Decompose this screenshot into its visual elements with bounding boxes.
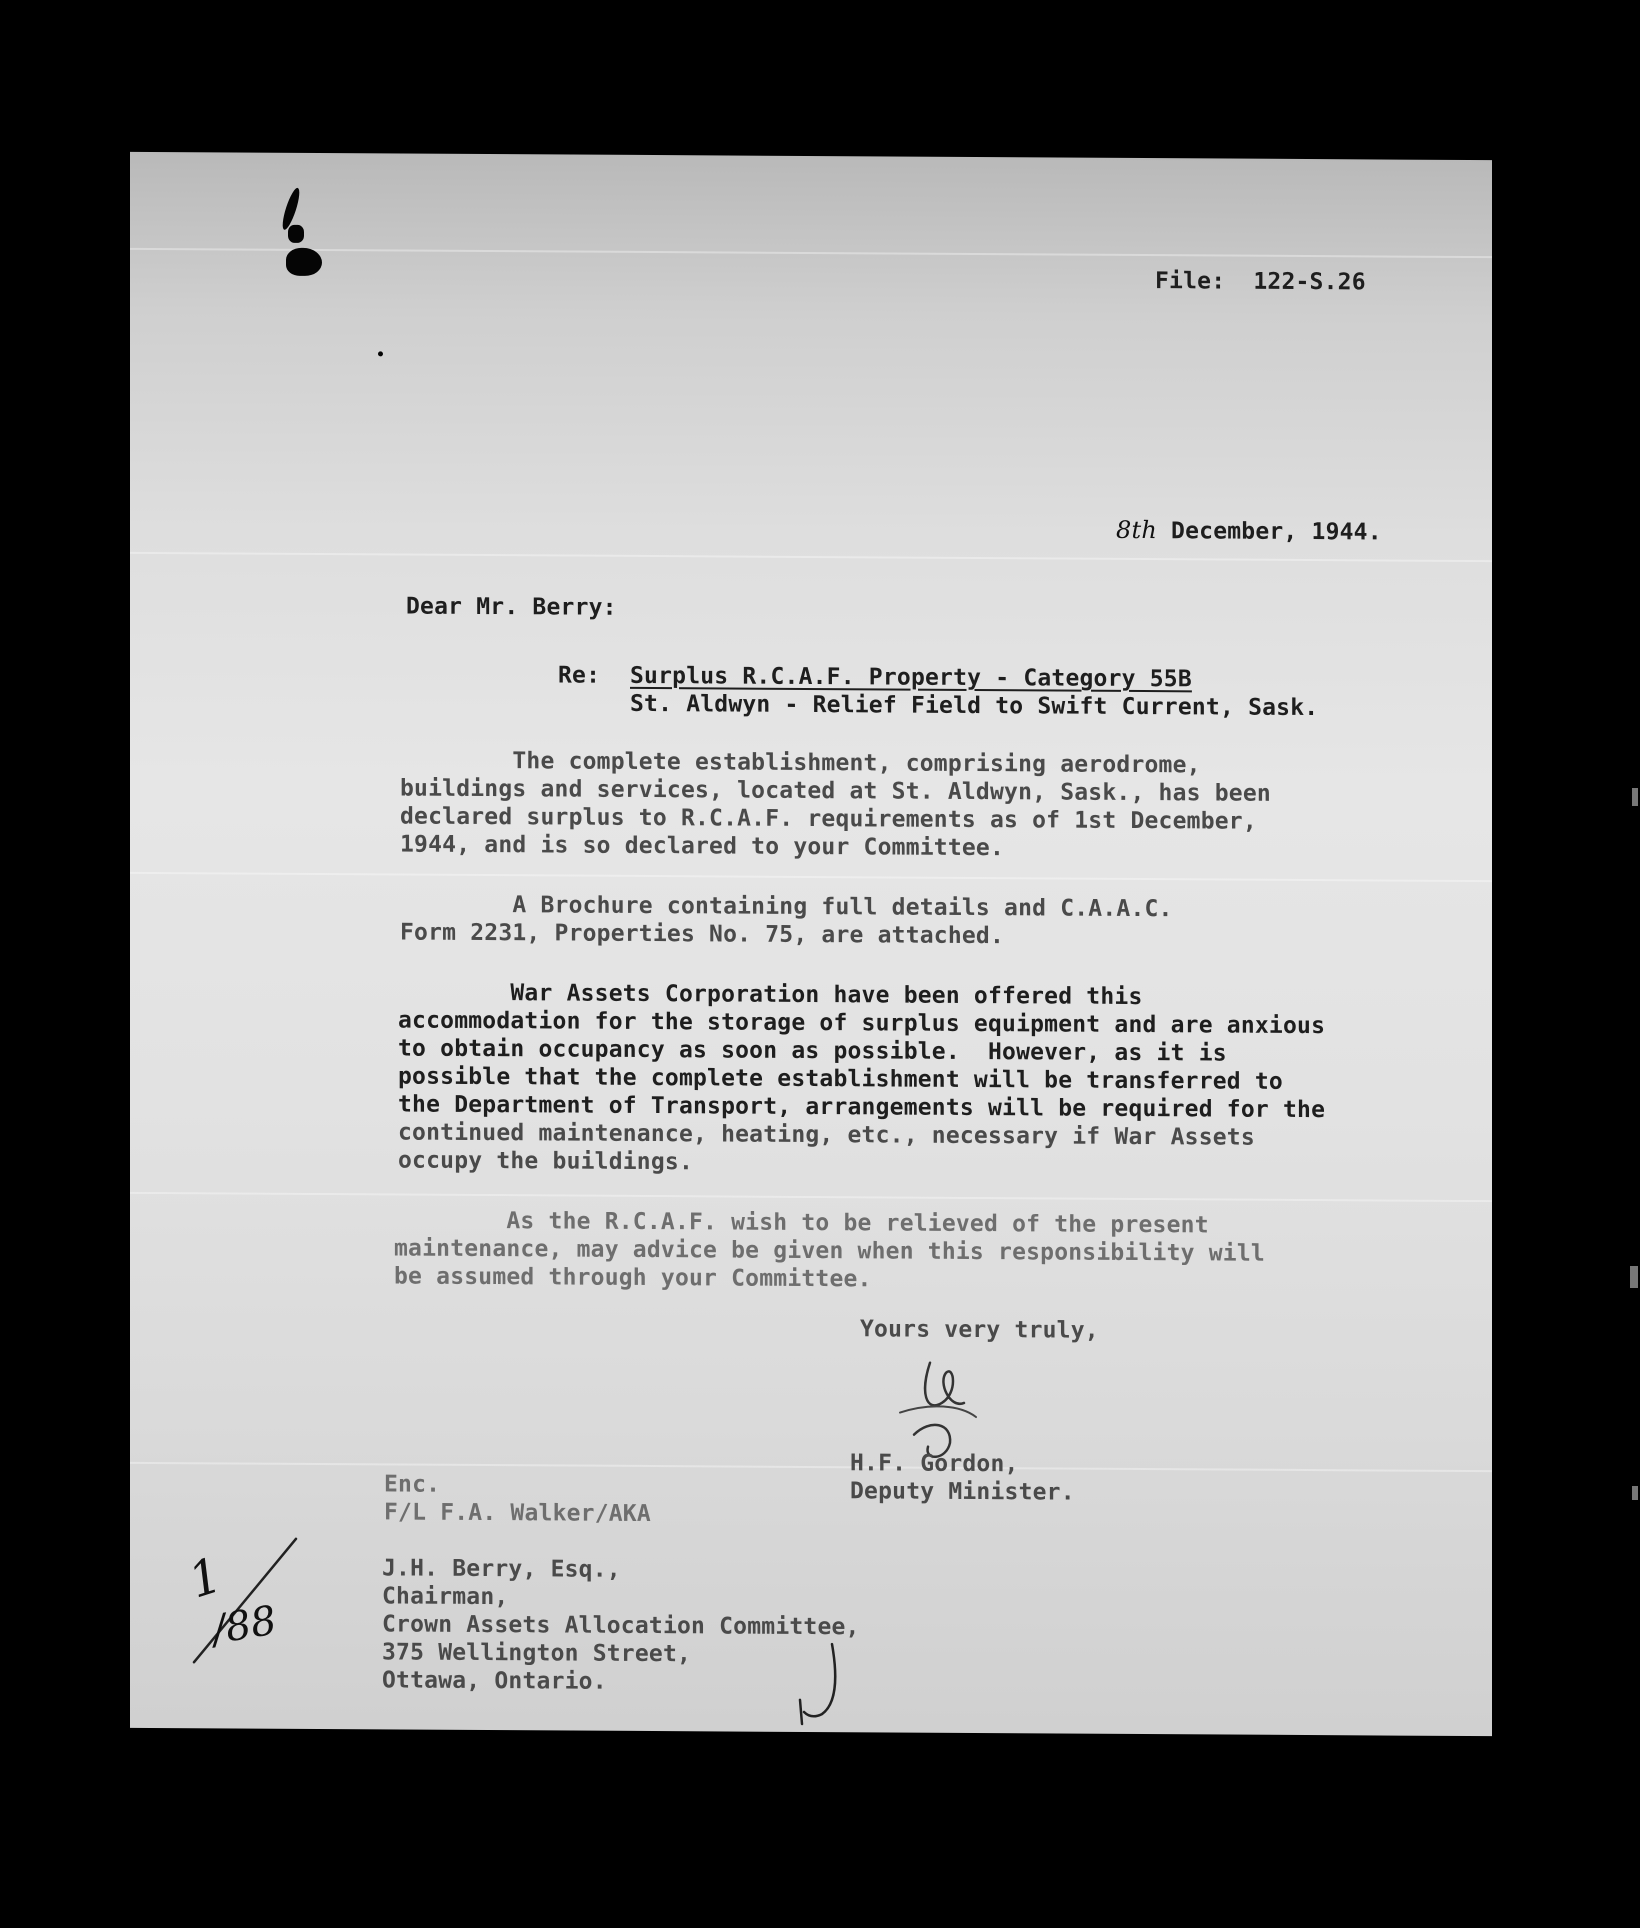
file-label: File: — [1155, 268, 1226, 295]
scan-speck — [1632, 788, 1638, 806]
paragraph-line: continued maintenance, heating, etc., necessary if War Assets — [398, 1119, 1255, 1151]
paragraph-line: 1944, and is so declared to your Committee. — [400, 831, 1005, 862]
address-line: Crown Assets Allocation Committee, — [382, 1611, 860, 1641]
hook-mark — [792, 1638, 852, 1728]
paragraph-line: As the R.C.A.F. wish to be relieved of the present — [394, 1207, 1209, 1239]
paragraph-line: The complete establishment, comprising aerodrome, — [400, 747, 1201, 779]
paragraph-line: A Brochure containing full details and C.A.A.C. — [400, 891, 1173, 923]
paragraph-line: Form 2231, Properties No. 75, are attached. — [400, 919, 1005, 950]
closing: Yours very truly, — [860, 1316, 1099, 1344]
paragraph-line: to obtain occupancy as soon as possible. However, as it is — [398, 1035, 1227, 1067]
paragraph-line: possible that the complete establishment will be transferred to — [398, 1063, 1283, 1095]
paragraph-line: occupy the buildings. — [398, 1147, 693, 1176]
address-line: 375 Wellington Street, — [382, 1639, 692, 1668]
margin-initials: /88 — [208, 1597, 280, 1654]
file-number: 122-S.26 — [1253, 268, 1366, 296]
margin-mark: 1 — [182, 1546, 229, 1610]
ink-blot — [288, 225, 304, 243]
paragraph-line: buildings and services, located at St. Aldwyn, Sask., has been — [400, 775, 1271, 807]
scan-band — [130, 872, 1492, 882]
scan-band — [130, 1192, 1492, 1202]
signer-name: H.F. Gordon, — [850, 1450, 1019, 1478]
address-line: Ottawa, Ontario. — [382, 1667, 607, 1695]
reference-initials: F/L F.A. Walker/AKA — [384, 1499, 651, 1528]
file-reference — [1155, 268, 1366, 295]
scan-speck — [1632, 1486, 1638, 1500]
paragraph-line: accommodation for the storage of surplus equipment and are anxious — [398, 1007, 1326, 1040]
scan-band — [130, 248, 1492, 258]
salutation: Dear Mr. Berry: — [406, 593, 617, 621]
paragraph-line: War Assets Corporation have been offered this — [398, 979, 1143, 1011]
address-line: Chairman, — [382, 1583, 509, 1611]
subject-line-2: St. Aldwyn - Relief Field to Swift Current, Sask. — [630, 690, 1319, 722]
paragraph-line: declared surplus to R.C.A.F. requirements as of 1st December, — [400, 803, 1257, 835]
punch-hole — [286, 248, 322, 276]
letter-date — [1116, 516, 1382, 546]
subject-label: Re: — [558, 662, 601, 689]
address-line: J.H. Berry, Esq., — [382, 1555, 621, 1583]
paragraph-line: maintenance, may advice be given when this responsibility will — [394, 1235, 1265, 1267]
subject-line-1: Surplus R.C.A.F. Property - Category 55B — [630, 662, 1192, 693]
scan-band — [130, 552, 1492, 562]
scan-band — [130, 1462, 1492, 1472]
paragraph-line: be assumed through your Committee. — [394, 1263, 872, 1293]
scan-speck — [1630, 1266, 1638, 1288]
signer-title: Deputy Minister. — [850, 1478, 1075, 1506]
enclosure-note: Enc. — [384, 1471, 441, 1498]
ink-speck — [378, 351, 383, 356]
paragraph-line: the Department of Transport, arrangements will be required for the — [398, 1091, 1326, 1124]
handwritten-day: 8th — [1116, 515, 1157, 545]
letter-page — [130, 152, 1492, 1736]
date-text: December, 1944. — [1171, 518, 1382, 546]
